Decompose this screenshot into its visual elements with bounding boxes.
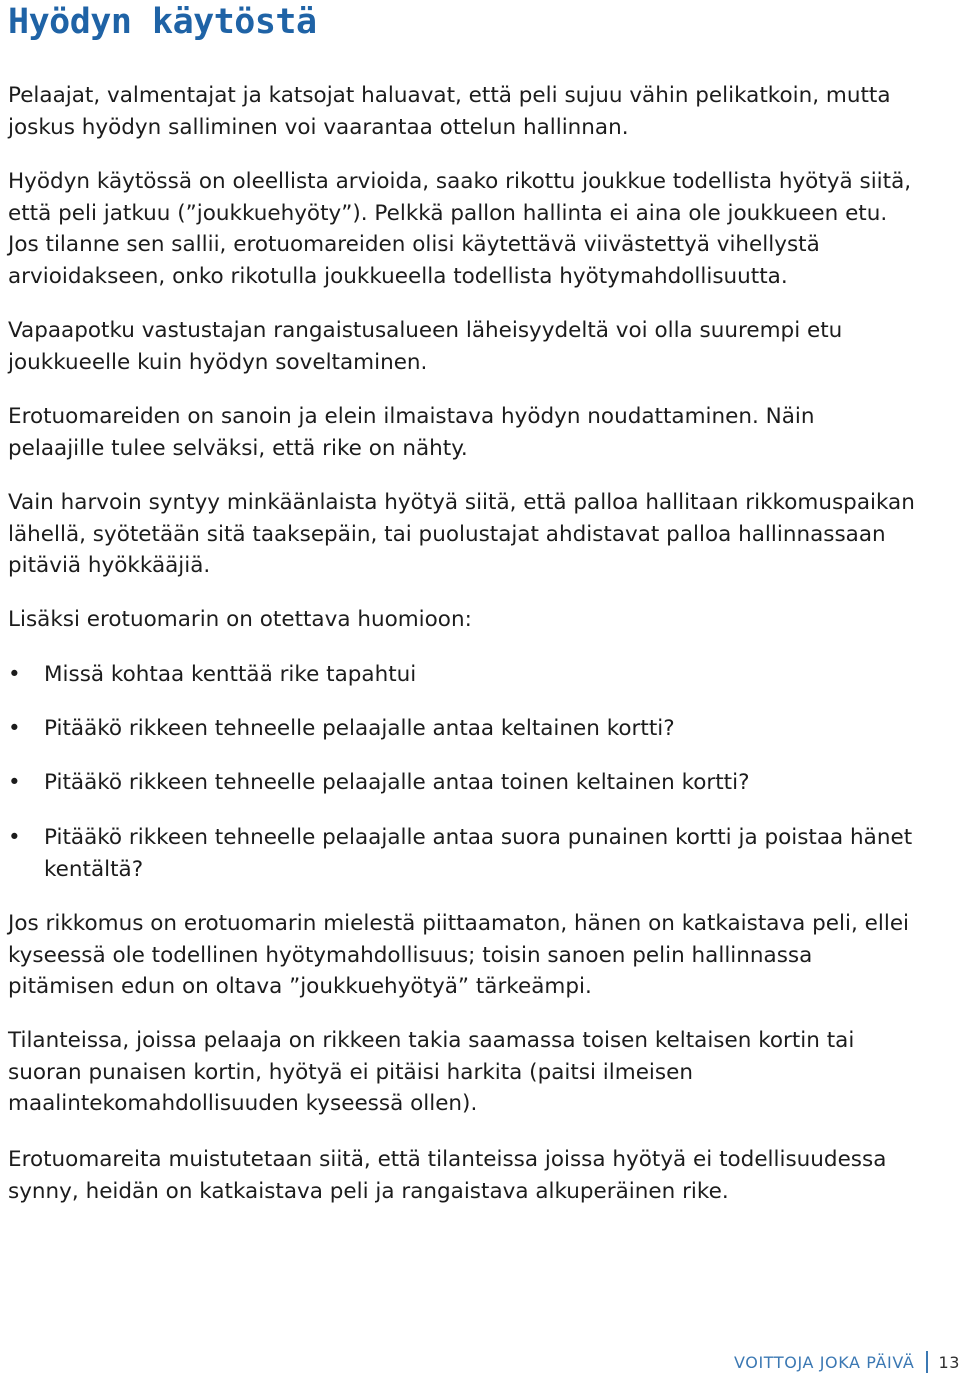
paragraph-reminder: Erotuomareita muistutetaan siitä, että tilanteissa joissa hyötyä ei todellisuudessa synny, heidän on katkaistava peli ja rangaistava alkuperäinen rike. bbox=[8, 1147, 887, 1204]
paragraph-cards: Tilanteissa, joissa pelaaja on rikkeen takia saamassa toisen keltaisen kortin tai suoran punaisen kortin, hyötyä ei pitäisi harkita (paitsi ilmeisen maalintekomahdollisuuden kyseessä ollen). bbox=[8, 1028, 855, 1116]
bullet-dot: • bbox=[8, 662, 21, 687]
list-item-text: Pitääkö rikkeen tehneelle pelaajalle antaa toinen keltainen kortti? bbox=[44, 770, 750, 795]
page-title: Hyödyn käytöstä bbox=[8, 2, 317, 42]
page-footer bbox=[734, 1350, 960, 1374]
footer-divider bbox=[926, 1351, 928, 1373]
bullet-dot: • bbox=[8, 716, 21, 741]
list-item bbox=[8, 822, 916, 885]
paragraph-intro: Pelaajat, valmentajat ja katsojat haluavat, että peli sujuu vähin pelikatkoin, mutta joskus hyödyn salliminen voi vaarantaa ottelun hallinnan. bbox=[8, 83, 891, 140]
paragraph-team-advantage: Hyödyn käytössä on oleellista arvioida, saako rikottu joukkue todellista hyötyä siitä, että peli jatkuu (”joukkuehyöty”). Pelkkä pallon hallinta ei aina ole joukkueen etu. Jos tilanne sen sallii, erotuomareiden olisi käytettävä viivästettyä vihellystä arvioidakseen, onko rikotulla joukkueella todellista hyötymahdollisuutta. bbox=[8, 169, 912, 289]
list-item-text: Pitääkö rikkeen tehneelle pelaajalle antaa suora punainen kortti ja poistaa hänet kentältä? bbox=[44, 825, 913, 882]
page-number: 13 bbox=[938, 1352, 960, 1372]
bullet-dot: • bbox=[8, 770, 21, 795]
paragraph-free-kick: Vapaapotku vastustajan rangaistusalueen läheisyydeltä voi olla suurempi etu joukkueelle kuin hyödyn soveltaminen. bbox=[8, 318, 843, 375]
list-item bbox=[8, 713, 916, 745]
paragraph-considerations-intro: Lisäksi erotuomarin on otettava huomioon: bbox=[8, 607, 472, 632]
list-item-text: Missä kohtaa kenttää rike tapahtui bbox=[44, 662, 417, 687]
list-item bbox=[8, 767, 916, 799]
list-item-text: Pitääkö rikkeen tehneelle pelaajalle antaa keltainen kortti? bbox=[44, 716, 675, 741]
list-item bbox=[8, 659, 916, 691]
paragraph-reckless: Jos rikkomus on erotuomarin mielestä piittaamaton, hänen on katkaistava peli, ellei kyseessä ole todellinen hyötymahdollisuus; toisin sanoen pelin hallinnassa pitämisen edun on oltava ”joukkuehyötyä” tärkeämpi. bbox=[8, 911, 910, 999]
paragraph-signal: Erotuomareiden on sanoin ja elein ilmaistava hyödyn noudattaminen. Näin pelaajille tulee selväksi, että rike on nähty. bbox=[8, 404, 815, 461]
bullet-dot: • bbox=[8, 825, 21, 850]
footer-label: VOITTOJA JOKA PÄIVÄ bbox=[734, 1352, 915, 1372]
paragraph-rarely-advantage: Vain harvoin syntyy minkäänlaista hyötyä siitä, että palloa hallitaan rikkomuspaikan lähellä, syötetään sitä taaksepäin, tai puolustajat ahdistavat palloa hallinnassaan pitäviä hyökkääjiä. bbox=[8, 490, 915, 578]
